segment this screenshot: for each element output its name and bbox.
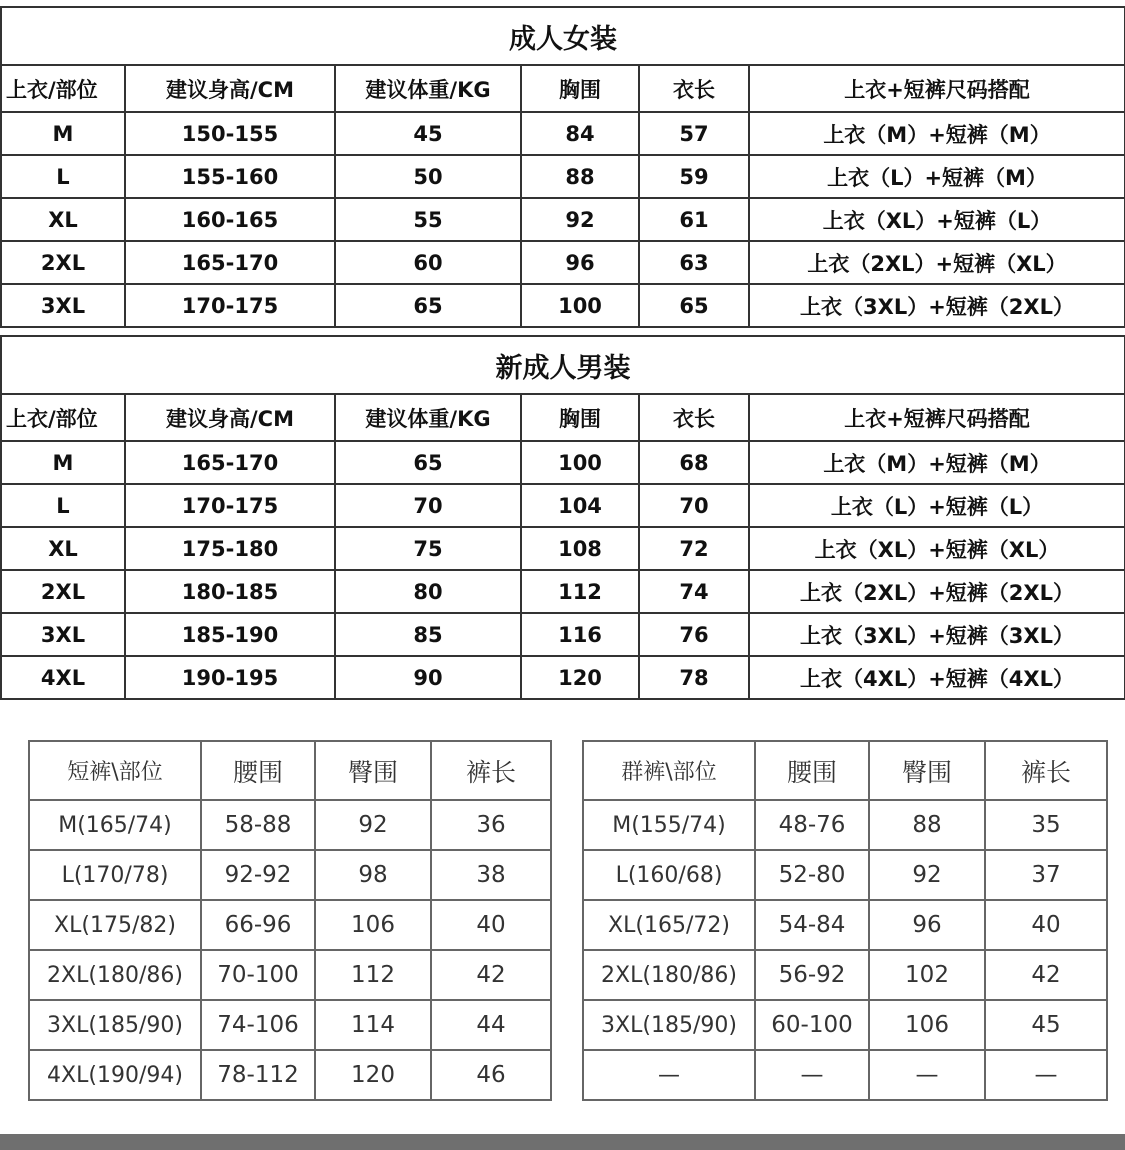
table-cell: 58-88: [201, 800, 315, 850]
header-cell: 上衣/部位: [1, 65, 125, 112]
table-row: [1, 527, 1125, 570]
table-cell: 上衣（M）+短裤（M）: [749, 441, 1125, 484]
table-cell: 上衣（2XL）+短裤（2XL）: [749, 570, 1125, 613]
header-cell: 上衣+短裤尺码搭配: [749, 65, 1125, 112]
table-row: [583, 800, 1107, 850]
table-cell: 98: [315, 850, 431, 900]
table-cell: 37: [985, 850, 1107, 900]
header-cell: 建议身高/CM: [125, 394, 335, 441]
table-cell: 38: [431, 850, 551, 900]
table-cell: 106: [869, 1000, 985, 1050]
header-cell: 建议体重/KG: [335, 65, 521, 112]
table-cell: 74-106: [201, 1000, 315, 1050]
header-cell: 衣长: [639, 65, 749, 112]
table-cell: 88: [521, 155, 639, 198]
header-cell: 腰围: [755, 741, 869, 800]
size-cell: M(155/74): [583, 800, 755, 850]
table-row: [583, 950, 1107, 1000]
header-cell: 裤长: [431, 741, 551, 800]
table-cell: 76: [639, 613, 749, 656]
size-cell: 2XL(180/86): [583, 950, 755, 1000]
table-cell: 54-84: [755, 900, 869, 950]
skirt-header-row: [583, 741, 1107, 800]
table-cell: 75: [335, 527, 521, 570]
table-cell: 120: [521, 656, 639, 699]
table-cell: 108: [521, 527, 639, 570]
men-table-title: 新成人男装: [1, 336, 1125, 394]
table-cell: 165-170: [125, 241, 335, 284]
table-row: [583, 850, 1107, 900]
table-cell: 112: [315, 950, 431, 1000]
table-cell: 45: [335, 112, 521, 155]
skirt-size-table: [582, 740, 1108, 1101]
table-cell: 61: [639, 198, 749, 241]
table-cell: —: [985, 1050, 1107, 1100]
table-cell: 85: [335, 613, 521, 656]
table-cell: 65: [639, 284, 749, 327]
header-cell: 臀围: [869, 741, 985, 800]
table-row: [583, 900, 1107, 950]
size-cell: —: [583, 1050, 755, 1100]
table-row: [583, 1050, 1107, 1100]
table-cell: 102: [869, 950, 985, 1000]
table-cell: 92: [315, 800, 431, 850]
size-cell: L(170/78): [29, 850, 201, 900]
table-cell: 78-112: [201, 1050, 315, 1100]
table-row: [1, 484, 1125, 527]
table-cell: 40: [431, 900, 551, 950]
table-cell: 80: [335, 570, 521, 613]
table-cell: 65: [335, 441, 521, 484]
table-row: [1, 284, 1125, 327]
table-cell: 150-155: [125, 112, 335, 155]
table-cell: 78: [639, 656, 749, 699]
table-cell: 60: [335, 241, 521, 284]
table-cell: 55: [335, 198, 521, 241]
size-cell: 3XL(185/90): [29, 1000, 201, 1050]
table-cell: 116: [521, 613, 639, 656]
size-cell: 3XL(185/90): [583, 1000, 755, 1050]
table-cell: 70: [639, 484, 749, 527]
table-cell: 92-92: [201, 850, 315, 900]
table-cell: 68: [639, 441, 749, 484]
women-header-row: [1, 65, 1125, 112]
table-cell: 155-160: [125, 155, 335, 198]
table-cell: 92: [869, 850, 985, 900]
size-cell: L(160/68): [583, 850, 755, 900]
men-size-table: [0, 335, 1125, 700]
table-cell: 96: [521, 241, 639, 284]
size-cell: L: [1, 484, 125, 527]
table-cell: 84: [521, 112, 639, 155]
header-cell: 胸围: [521, 65, 639, 112]
table-cell: 48-76: [755, 800, 869, 850]
size-cell: 3XL: [1, 284, 125, 327]
table-cell: 165-170: [125, 441, 335, 484]
table-cell: 70-100: [201, 950, 315, 1000]
table-cell: 96: [869, 900, 985, 950]
table-cell: 170-175: [125, 284, 335, 327]
women-size-table: [0, 6, 1125, 328]
table-row: [29, 850, 551, 900]
table-cell: 上衣（4XL）+短裤（4XL）: [749, 656, 1125, 699]
table-cell: 175-180: [125, 527, 335, 570]
table-cell: 92: [521, 198, 639, 241]
table-cell: 100: [521, 441, 639, 484]
header-cell: 腰围: [201, 741, 315, 800]
table-cell: 上衣（2XL）+短裤（XL）: [749, 241, 1125, 284]
size-cell: 4XL: [1, 656, 125, 699]
table-cell: —: [869, 1050, 985, 1100]
men-header-row: [1, 394, 1125, 441]
table-cell: 160-165: [125, 198, 335, 241]
table-cell: 上衣（XL）+短裤（L）: [749, 198, 1125, 241]
header-cell: 衣长: [639, 394, 749, 441]
table-cell: 185-190: [125, 613, 335, 656]
table-cell: 112: [521, 570, 639, 613]
table-cell: 上衣（L）+短裤（L）: [749, 484, 1125, 527]
size-cell: XL: [1, 527, 125, 570]
table-cell: 上衣（3XL）+短裤（3XL）: [749, 613, 1125, 656]
table-row: [1, 155, 1125, 198]
size-cell: XL(175/82): [29, 900, 201, 950]
table-cell: 44: [431, 1000, 551, 1050]
size-cell: L: [1, 155, 125, 198]
table-row: [29, 950, 551, 1000]
table-row: [1, 570, 1125, 613]
table-row: [1, 241, 1125, 284]
table-cell: 180-185: [125, 570, 335, 613]
table-cell: 70: [335, 484, 521, 527]
table-cell: 106: [315, 900, 431, 950]
table-row: [1, 656, 1125, 699]
size-cell: XL(165/72): [583, 900, 755, 950]
size-cell: 2XL: [1, 570, 125, 613]
table-cell: 104: [521, 484, 639, 527]
size-cell: 2XL(180/86): [29, 950, 201, 1000]
size-cell: 3XL: [1, 613, 125, 656]
table-cell: 59: [639, 155, 749, 198]
table-cell: 60-100: [755, 1000, 869, 1050]
table-cell: 56-92: [755, 950, 869, 1000]
table-cell: 66-96: [201, 900, 315, 950]
header-cell: 群裤\部位: [583, 741, 755, 800]
size-cell: 4XL(190/94): [29, 1050, 201, 1100]
header-cell: 短裤\部位: [29, 741, 201, 800]
table-cell: 74: [639, 570, 749, 613]
table-cell: 上衣（XL）+短裤（XL）: [749, 527, 1125, 570]
shorts-size-table: [28, 740, 552, 1101]
table-row: [29, 1000, 551, 1050]
header-cell: 建议身高/CM: [125, 65, 335, 112]
table-cell: 72: [639, 527, 749, 570]
size-cell: M: [1, 441, 125, 484]
size-cell: 2XL: [1, 241, 125, 284]
header-cell: 上衣/部位: [1, 394, 125, 441]
size-cell: M(165/74): [29, 800, 201, 850]
table-row: [1, 613, 1125, 656]
bottom-bar: [0, 1134, 1125, 1150]
table-cell: 100: [521, 284, 639, 327]
table-cell: 上衣（M）+短裤（M）: [749, 112, 1125, 155]
table-row: [29, 900, 551, 950]
table-cell: 35: [985, 800, 1107, 850]
table-cell: —: [755, 1050, 869, 1100]
table-cell: 36: [431, 800, 551, 850]
table-cell: 65: [335, 284, 521, 327]
header-cell: 臀围: [315, 741, 431, 800]
table-cell: 170-175: [125, 484, 335, 527]
table-cell: 上衣（3XL）+短裤（2XL）: [749, 284, 1125, 327]
table-cell: 40: [985, 900, 1107, 950]
table-row: [1, 441, 1125, 484]
table-cell: 190-195: [125, 656, 335, 699]
table-row: [1, 112, 1125, 155]
header-cell: 裤长: [985, 741, 1107, 800]
table-row: [29, 800, 551, 850]
table-cell: 90: [335, 656, 521, 699]
table-cell: 42: [985, 950, 1107, 1000]
header-cell: 上衣+短裤尺码搭配: [749, 394, 1125, 441]
table-row: [1, 198, 1125, 241]
table-cell: 57: [639, 112, 749, 155]
table-row: [583, 1000, 1107, 1050]
women-table-title: 成人女装: [1, 7, 1125, 65]
table-cell: 52-80: [755, 850, 869, 900]
header-cell: 建议体重/KG: [335, 394, 521, 441]
table-row: [29, 1050, 551, 1100]
table-cell: 上衣（L）+短裤（M）: [749, 155, 1125, 198]
size-cell: XL: [1, 198, 125, 241]
header-cell: 胸围: [521, 394, 639, 441]
shorts-header-row: [29, 741, 551, 800]
table-cell: 45: [985, 1000, 1107, 1050]
table-cell: 114: [315, 1000, 431, 1050]
table-cell: 88: [869, 800, 985, 850]
table-cell: 50: [335, 155, 521, 198]
table-cell: 63: [639, 241, 749, 284]
table-cell: 46: [431, 1050, 551, 1100]
table-cell: 120: [315, 1050, 431, 1100]
table-cell: 42: [431, 950, 551, 1000]
size-cell: M: [1, 112, 125, 155]
